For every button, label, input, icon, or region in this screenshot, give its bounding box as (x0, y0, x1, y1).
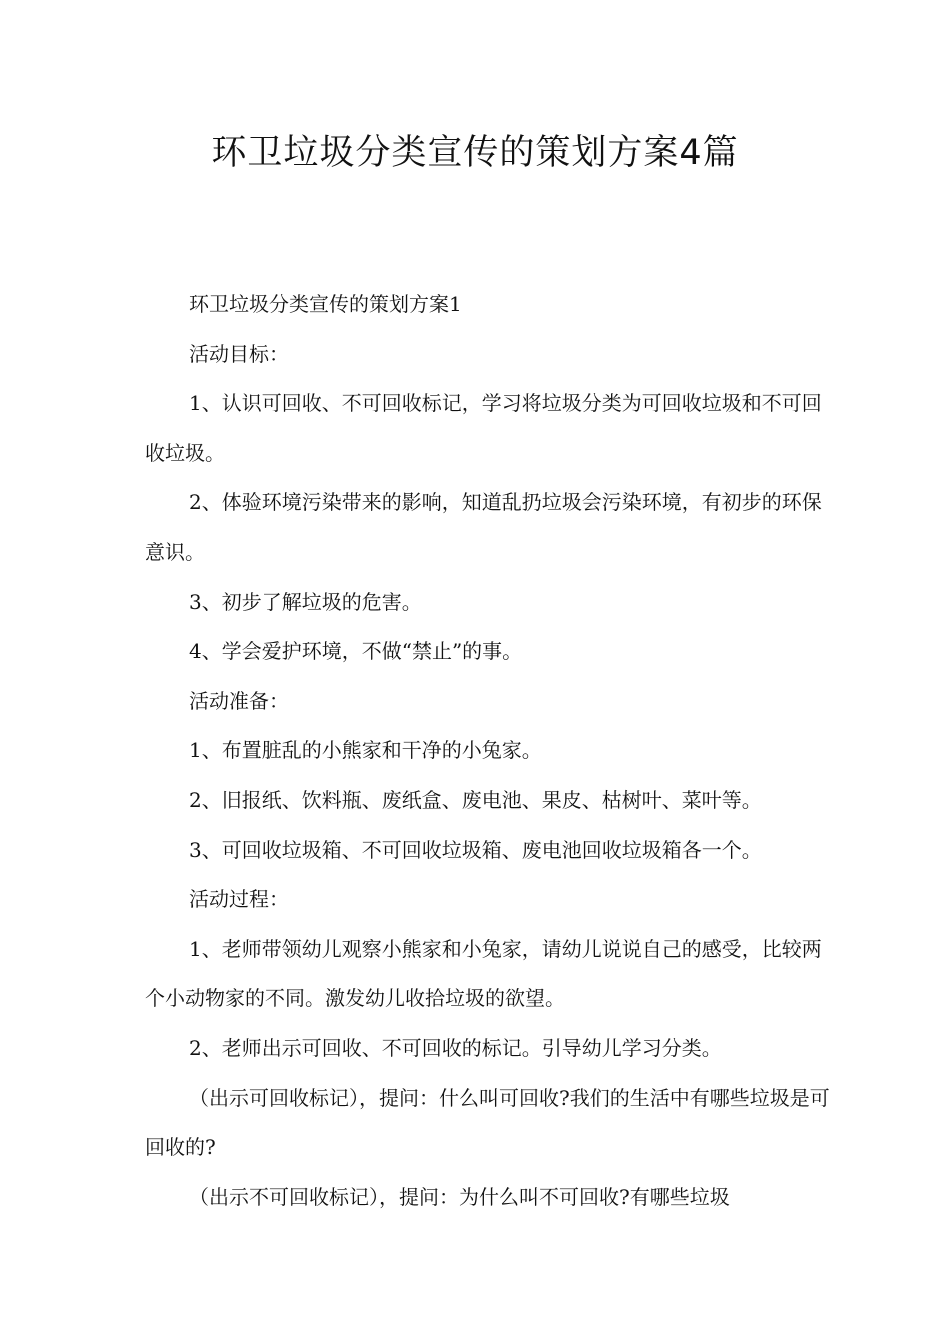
process-paragraph: （出示不可回收标记），提问：为什么叫不可回收?有哪些垃圾 (189, 1184, 730, 1209)
subheading-preparation: 活动准备： (189, 688, 289, 713)
goal-item: 2、体验环境污染带来的影响，知道乱扔垃圾会污染环境，有初步的环保意识。 (145, 490, 822, 564)
goal-item: 4、学会爱护环境，不做“禁止”的事。 (189, 639, 523, 664)
process-paragraph: （出示可回收标记），提问：什么叫可回收?我们的生活中有哪些垃圾是可回收的? (145, 1085, 830, 1160)
preparation-item: 1、布置脏乱的小熊家和干净的小兔家。 (189, 738, 542, 763)
subheading-goals: 活动目标： (189, 341, 289, 366)
goal-item: 3、初步了解垃圾的危害。 (189, 589, 422, 614)
preparation-item: 3、可回收垃圾箱、不可回收垃圾箱、废电池回收垃圾箱各一个。 (189, 837, 762, 862)
goal-item: 1、认识可回收、不可回收标记，学习将垃圾分类为可回收垃圾和不可回收垃圾。 (145, 391, 822, 465)
preparation-item: 2、旧报纸、饮料瓶、废纸盒、废电池、果皮、枯树叶、菜叶等。 (189, 787, 762, 812)
section-heading: 环卫垃圾分类宣传的策划方案1 (189, 292, 462, 316)
process-item: 2、老师出示可回收、不可回收的标记。引导幼儿学习分类。 (189, 1035, 722, 1060)
document-body (145, 280, 835, 1222)
process-item: 1、老师带领幼儿观察小熊家和小兔家，请幼儿说说自己的感受，比较两个小动物家的不同。激发幼儿收拾垃圾的欲望。 (145, 936, 822, 1011)
document-title: 环卫垃圾分类宣传的策划方案4篇 (211, 133, 739, 173)
subheading-process: 活动过程： (189, 887, 289, 912)
